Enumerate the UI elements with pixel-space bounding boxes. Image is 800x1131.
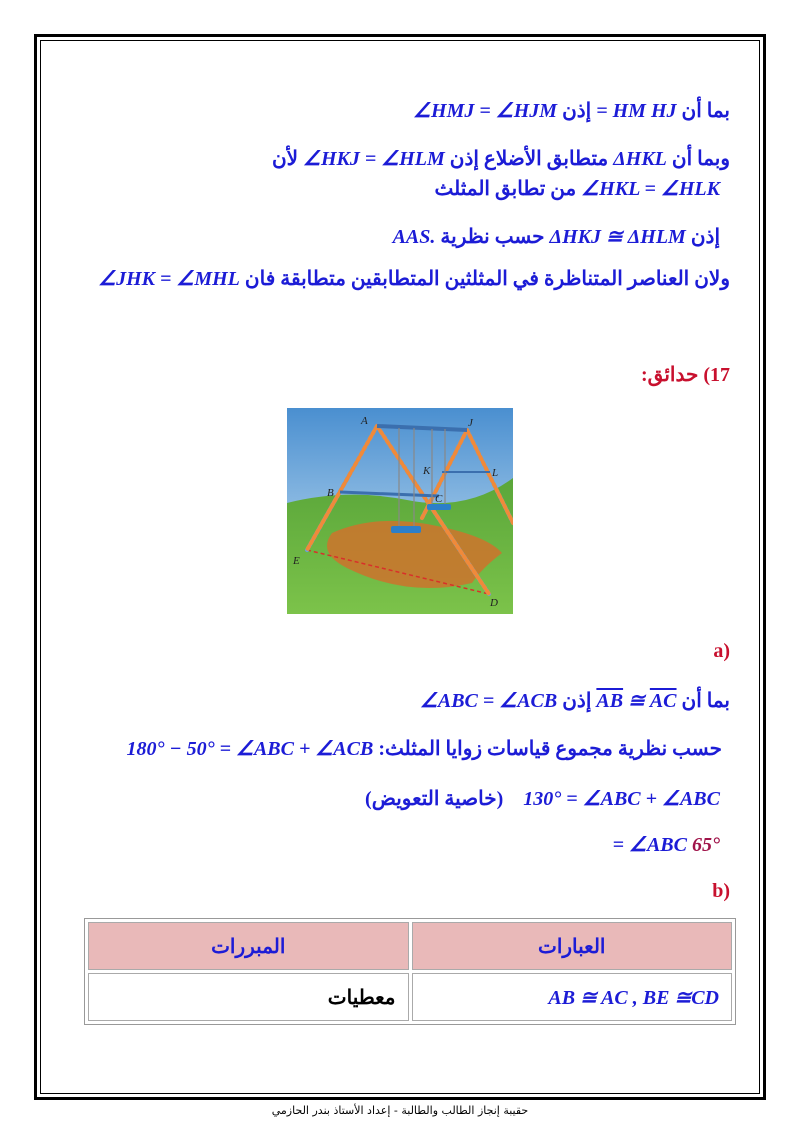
statement-cell xyxy=(412,973,733,1021)
header-statements: العبارات xyxy=(412,922,733,970)
math-segment: 130° = ∠ABC + ∠ABC xyxy=(523,788,720,810)
math-segment: 65° xyxy=(692,834,720,856)
text-segment: بما أن xyxy=(681,100,730,122)
label-B: B xyxy=(327,487,334,499)
proof-line-1 xyxy=(413,98,730,123)
text-segment: (خاصية التعويض) xyxy=(365,788,504,810)
part-a-line-3 xyxy=(365,786,720,811)
page-footer: حقيبة إنجاز الطالب والطالبة - إعداد الأستاذ بندر الحازمي xyxy=(271,1104,529,1117)
label-A: A xyxy=(361,415,368,427)
proof-line-2 xyxy=(272,146,730,171)
text-segment: حسب نظرية مجموع قياسات زوايا المثلث: xyxy=(378,738,722,760)
proof-line-5 xyxy=(98,266,730,291)
math-segment: ΔHKL xyxy=(613,148,667,170)
text-segment: حسب نظرية xyxy=(440,226,545,248)
text-segment: وبما أن xyxy=(671,148,730,170)
part-b-label: (b xyxy=(712,880,730,902)
math-segment: = HM xyxy=(596,100,646,122)
label-K: K xyxy=(423,465,431,477)
text-segment: إذن xyxy=(562,100,592,122)
math-segment: ∠HMJ = ∠HJM xyxy=(413,100,558,122)
proof-table xyxy=(84,918,736,1025)
reason-cell: معطيات xyxy=(88,973,409,1021)
part-a-line-2 xyxy=(127,736,722,761)
math-segment: AAS. xyxy=(392,226,436,248)
exercise-17-heading: 17) حدائق: xyxy=(641,364,730,386)
part-a-line-4 xyxy=(613,832,720,857)
math-segment: ∠JHK = ∠MHL xyxy=(98,268,240,290)
header-reasons: المبررات xyxy=(88,922,409,970)
text-segment: بما أن xyxy=(681,690,730,712)
label-D: D xyxy=(490,597,498,609)
label-L: L xyxy=(492,467,499,479)
math-segment: = ∠ABC xyxy=(612,834,687,856)
text-segment: لأن xyxy=(271,148,299,170)
text-segment: من تطابق المثلث xyxy=(434,178,577,200)
math-segment: HJ xyxy=(650,100,677,122)
swing-set-figure xyxy=(287,408,513,614)
label-J: J xyxy=(468,417,473,429)
math-segment: ∠HKL = ∠HLK xyxy=(581,178,720,200)
part-a-label: (a xyxy=(713,640,730,662)
math-segment: ∠ABC = ∠ACB xyxy=(419,690,558,712)
label-C: C xyxy=(435,493,443,505)
text-segment: إذن xyxy=(562,690,592,712)
text-segment: متطابق الأضلاع إذن xyxy=(449,148,609,170)
math-segment: ∠HKJ = ∠HLM xyxy=(303,148,445,170)
part-a-line-1 xyxy=(420,688,730,713)
label-E: E xyxy=(293,555,300,567)
math-segment: ≅ xyxy=(628,690,645,712)
math-segment: 180° − 50° = ∠ABC + ∠ACB xyxy=(126,738,374,760)
table-header-row xyxy=(88,922,732,970)
math-segment: $\overline{AC}$ xyxy=(649,690,677,712)
proof-line-3 xyxy=(434,176,720,201)
text-segment: إذن xyxy=(690,226,720,248)
table-row xyxy=(88,973,732,1021)
math-segment: $\overline{AB}$ xyxy=(596,690,624,712)
math-segment: ΔHKJ ≅ ΔHLM xyxy=(549,226,686,248)
math-segment: AB ≅ AC , BE ≅CD xyxy=(548,986,719,1009)
text-segment: ولان العناصر المتناظرة في المثلثين المتطابقين متطابقة فان xyxy=(244,268,730,290)
proof-line-4 xyxy=(393,224,720,249)
